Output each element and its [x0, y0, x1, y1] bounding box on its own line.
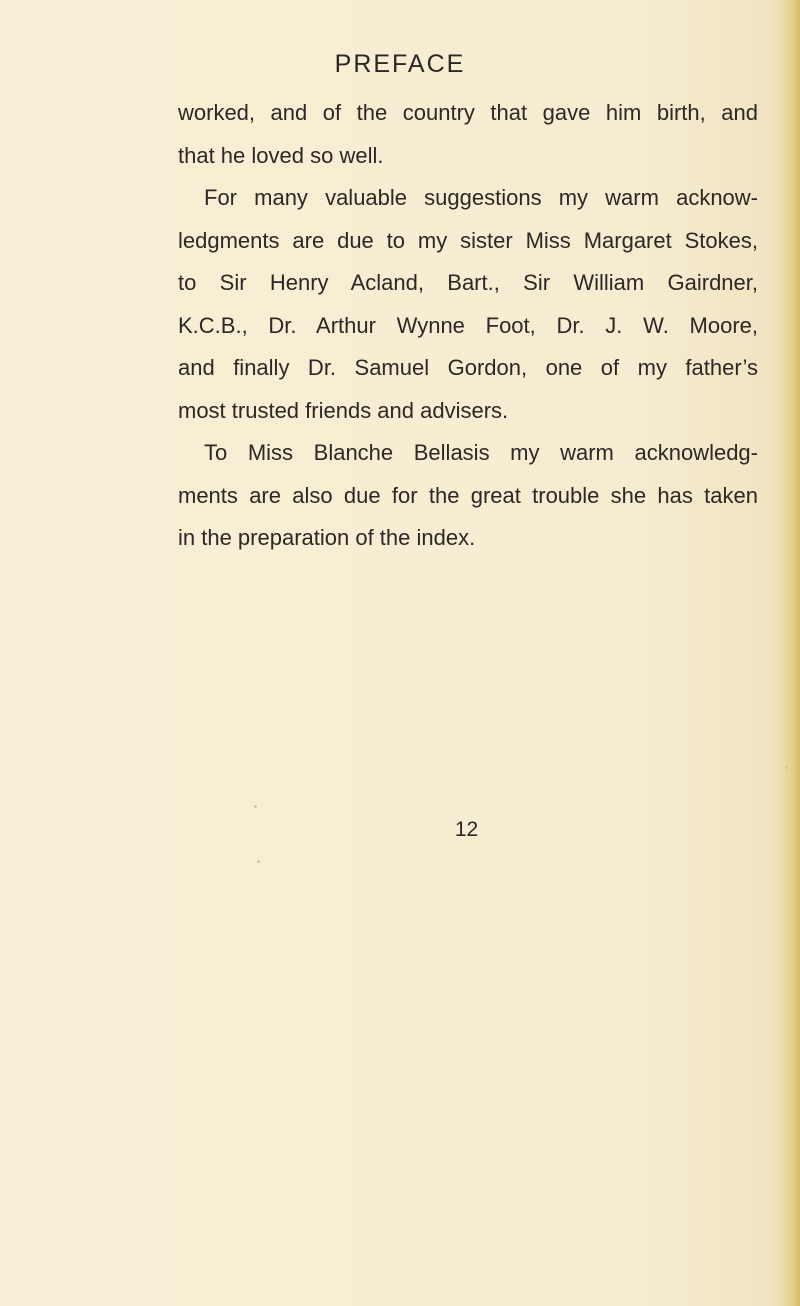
text-line: to Sir Henry Acland, Bart., Sir William Gairdner, [178, 270, 758, 295]
text-line: in the preparation of the index. [178, 525, 476, 550]
paper-speck [257, 860, 260, 863]
text-line: most trusted friends and advisers. [178, 397, 509, 423]
page-number: 12 [454, 818, 479, 841]
text-line: ledgments are due to my sister Miss Margaret Stokes, [178, 227, 758, 253]
page-edge-shading [782, 0, 800, 1306]
text-line: K.C.B., Dr. Arthur Wynne Foot, Dr. J. W. Moore, [178, 312, 758, 338]
text-line: worked, and of the country that gave him birth, and [178, 100, 758, 125]
text-line: For many valuable suggestions my warm acknow- [204, 185, 758, 210]
running-head: PREFACE [334, 50, 466, 78]
paper-speck [254, 805, 257, 808]
preface-body [178, 92, 758, 560]
text-line: and finally Dr. Samuel Gordon, one of my father’s [178, 355, 758, 380]
paper-speck [785, 766, 788, 769]
text-line: ments are also due for the great trouble she has taken [178, 482, 758, 508]
text-line: that he loved so well. [178, 142, 384, 168]
text-line: To Miss Blanche Bellasis my warm acknowledg- [204, 440, 758, 465]
